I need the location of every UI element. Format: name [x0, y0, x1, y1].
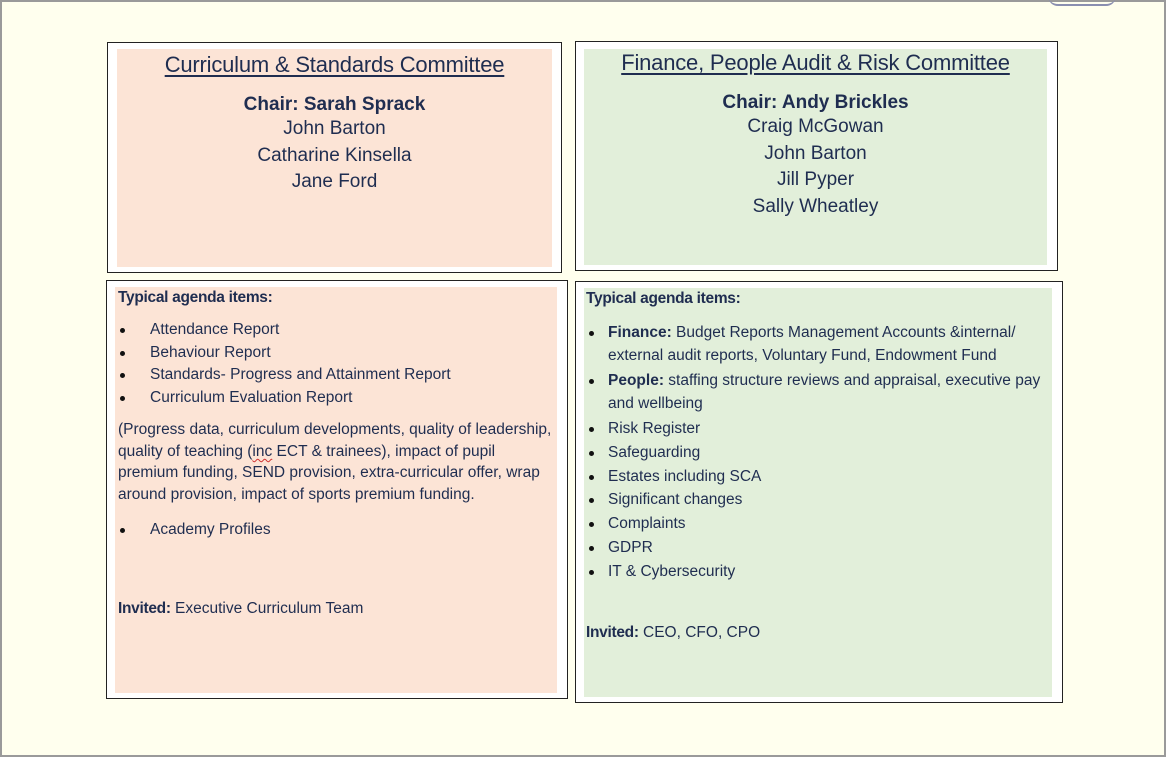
finance-agenda-list — [586, 321, 1046, 584]
curriculum-member-list — [117, 116, 552, 196]
bullet-icon — [120, 328, 125, 333]
list-item-label: Curriculum Evaluation Report — [150, 388, 353, 406]
list-item-label: IT & Cybersecurity — [608, 562, 736, 580]
list-item-label: Complaints — [608, 515, 686, 533]
finance-members-box — [575, 41, 1058, 271]
list-item-label: Behaviour Report — [150, 343, 271, 361]
list-item-label: Academy Profiles — [150, 521, 271, 539]
bullet-icon — [589, 522, 594, 527]
note-text: (Progress data, curriculum developments, quality of leadership, quality of teaching ( — [118, 421, 552, 460]
finance-chair: Chair: Andy Brickles — [722, 92, 909, 113]
list-item — [586, 536, 1046, 560]
note-text: ECT & trainees), impact of pupil premium funding, SEND provision, extra-curricular offer, wrap around provision, impact of sports premium funding. — [118, 442, 540, 503]
curriculum-invited — [118, 600, 557, 618]
list-item-label: GDPR — [608, 538, 653, 556]
curriculum-agenda-panel — [115, 287, 557, 693]
list-item-label: Significant changes — [608, 491, 743, 509]
invited-label: Invited: — [118, 599, 171, 617]
finance-agenda-heading: Typical agenda items: — [586, 290, 741, 307]
finance-member-list — [584, 114, 1047, 220]
spellcheck-word: inc — [252, 442, 273, 460]
bullet-icon — [120, 528, 125, 533]
list-item — [586, 441, 1046, 465]
bullet-icon — [589, 475, 594, 480]
list-item-people — [586, 369, 1046, 415]
item-text: Budget Reports Management Accounts &internal/ external audit reports, Voluntary Fund, Endowment Fund — [608, 324, 1016, 364]
bullet-icon — [589, 379, 594, 384]
finance-title: Finance, People Audit & Risk Committee — [621, 50, 1010, 75]
list-item-label: Estates including SCA — [608, 467, 762, 485]
finance-agenda-box — [575, 281, 1063, 703]
curriculum-member: Catharine Kinsella — [257, 144, 412, 166]
item-label: People: — [608, 372, 664, 389]
curriculum-agenda-note — [118, 419, 556, 505]
invited-value: CEO, CFO, CPO — [638, 623, 761, 641]
bullet-icon — [589, 570, 594, 575]
finance-member: Jill Pyper — [776, 169, 855, 190]
list-item-finance — [586, 321, 1046, 367]
list-item — [118, 519, 557, 542]
bullet-icon — [589, 546, 594, 551]
list-item — [586, 560, 1046, 584]
bullet-icon — [589, 427, 594, 432]
finance-member: Sally Wheatley — [752, 195, 879, 217]
invited-value: Executive Curriculum Team — [170, 599, 364, 617]
finance-member: John Barton — [764, 142, 867, 164]
corner-decoration — [1048, 0, 1116, 6]
list-item — [118, 364, 557, 387]
finance-agenda-panel — [584, 288, 1052, 697]
list-item — [118, 342, 557, 365]
invited-label: Invited: — [586, 623, 639, 641]
list-item — [586, 465, 1046, 489]
bullet-icon — [589, 331, 594, 336]
curriculum-agenda-box — [106, 280, 568, 699]
curriculum-chair: Chair: Sarah Sprack — [243, 94, 426, 115]
item-label: Finance: — [608, 324, 672, 341]
list-item — [586, 417, 1046, 441]
list-item-label: Standards- Progress and Attainment Report — [150, 366, 451, 384]
list-item — [118, 319, 557, 342]
finance-members-panel — [584, 49, 1047, 265]
curriculum-title: Curriculum & Standards Committee — [164, 52, 505, 77]
curriculum-member: John Barton — [283, 118, 386, 139]
curriculum-extra-list — [118, 519, 557, 542]
curriculum-agenda-list — [118, 319, 557, 409]
item-text: staffing structure reviews and appraisal, executive pay and wellbeing — [608, 372, 1041, 412]
list-item-label: Safeguarding — [608, 443, 701, 461]
bullet-icon — [120, 373, 125, 378]
bullet-icon — [120, 351, 125, 356]
curriculum-agenda-heading: Typical agenda items: — [118, 289, 273, 306]
curriculum-members-panel — [117, 49, 552, 267]
bullet-icon — [120, 396, 125, 401]
curriculum-members-box — [107, 42, 562, 273]
list-item — [118, 387, 557, 410]
curriculum-member: Jane Ford — [291, 171, 378, 192]
bullet-icon — [589, 498, 594, 503]
bullet-icon — [589, 451, 594, 456]
finance-invited — [586, 624, 1052, 642]
finance-member: Craig McGowan — [747, 116, 884, 137]
list-item — [586, 512, 1046, 536]
list-item — [586, 488, 1046, 512]
list-item-label: Risk Register — [608, 420, 701, 437]
list-item-label: Attendance Report — [150, 321, 280, 338]
